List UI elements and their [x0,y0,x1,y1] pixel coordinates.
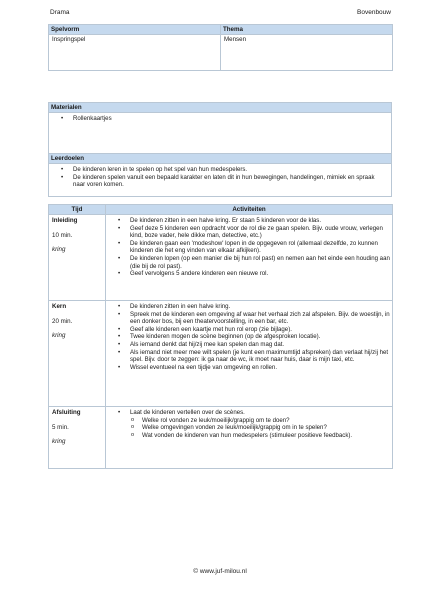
phase-cell [49,215,106,301]
phase-duration: 20 min. [52,317,73,325]
list-item: • Als iemand niet meer mee wilt spelen (je kunt een maximumtijd afspreken) dan verlaat hij/zij het spel. Bijv. door te zeggen: ik ga naar de wc, ik moet naar huis, daar is mijn taxi, etc. [106,349,392,364]
activiteiten-heading: Activiteiten [106,205,393,215]
table-row [49,215,393,301]
leerdoelen-body [49,164,392,197]
phase-cell [49,301,106,407]
list-item: • De kinderen lopen (op een manier die bij hun rol past) en nemen aan het einde een houding aan (die bij de rol past). [106,255,392,270]
list-item: • Rollenkaartjes [49,115,391,123]
activities-cell [106,215,393,301]
sub-list-item: o Wat vonden de kinderen van hun medespelers (stimuleer positieve feedback). [106,432,392,440]
list-item: • Geef alle kinderen een kaartje met hun rol erop (zie bijlage). [106,326,392,334]
list-item: • De kinderen gaan een 'modeshow' lopen in de opgegeven rol (allemaal dezelfde, zo kunnen kinderen die het eng vinden van elkaar afkijken). [106,240,392,255]
spelvorm-value: Inspringspel [49,35,221,71]
table-row [49,407,393,469]
phase-location: kring [52,332,66,340]
tijd-heading: Tijd [49,205,106,215]
list-item: • Geef deze 5 kinderen een opdracht voor de rol die ze gaan spelen. Bijv. oude vrouw, verlegen kind, boze vader, hele dikke man, detective, etc.) [106,225,392,240]
leerdoelen-heading: Leerdoelen [49,154,392,164]
sub-list-item: o Welke rol vonden ze leuk/moeilijk/grappig om te doen? [106,417,392,425]
list-item: • Als iemand denkt dat hij/zij mee kan spelen dan mag dat. [106,341,392,349]
phase-location: kring [52,438,66,446]
activities-cell [106,407,393,469]
list-item: • De kinderen spelen vanuit een bepaald karakter en laten dit in hun bewegingen, handelingen, mimiek en spraak naar voren komen. [49,174,387,189]
phase-name: Afsluiting [52,409,81,416]
thema-heading: Thema [221,25,393,35]
subject-label: Drama [50,9,70,16]
spelvorm-thema-section [48,24,392,71]
activities-cell [106,301,393,407]
list-item: • Spreek met de kinderen een omgeving af waar het verhaal zich zal afspelen. Bijv. de woestijn, in een donker bos, bij een theatervoorstelling, in een bar, etc. [106,311,392,326]
spelvorm-heading: Spelvorm [49,25,221,35]
phase-duration: 10 min. [52,231,73,239]
materialen-section [48,102,392,154]
copyright-footer: © www.juf-milou.nl [193,568,247,575]
phase-name: Kern [52,303,67,310]
phase-duration: 5 min. [52,423,69,431]
list-item: • Twee kinderen mogen de scène beginnen (op de afgesproken locatie). [106,333,392,341]
table-row [49,301,393,407]
list-item: • Laat de kinderen vertellen over de scènes. [106,409,392,417]
schedule-table [48,204,392,469]
level-label: Bovenbouw [357,9,391,16]
phase-name: Inleiding [52,217,78,224]
list-item: • De kinderen zitten in een halve kring. Er staan 5 kinderen voor de klas. [106,217,392,225]
phase-cell [49,407,106,469]
list-item: • De kinderen leren in te spelen op het spel van hun medespelers. [49,166,387,174]
list-item: • Geef vervolgens 5 andere kinderen een nieuwe rol. [106,270,392,278]
thema-value: Mensen [221,35,393,71]
materialen-body [49,113,392,154]
phase-location: kring [52,246,66,254]
list-item: • Wissel eventueel na een tijdje van omgeving en rollen. [106,364,392,372]
sub-list-item: o Welke omgevingen vonden ze leuk/moeilijk/grappig om in te spelen? [106,424,392,432]
list-item: • De kinderen zitten in een halve kring. [106,303,392,311]
materialen-heading: Materialen [49,103,392,113]
leerdoelen-section [48,153,392,197]
